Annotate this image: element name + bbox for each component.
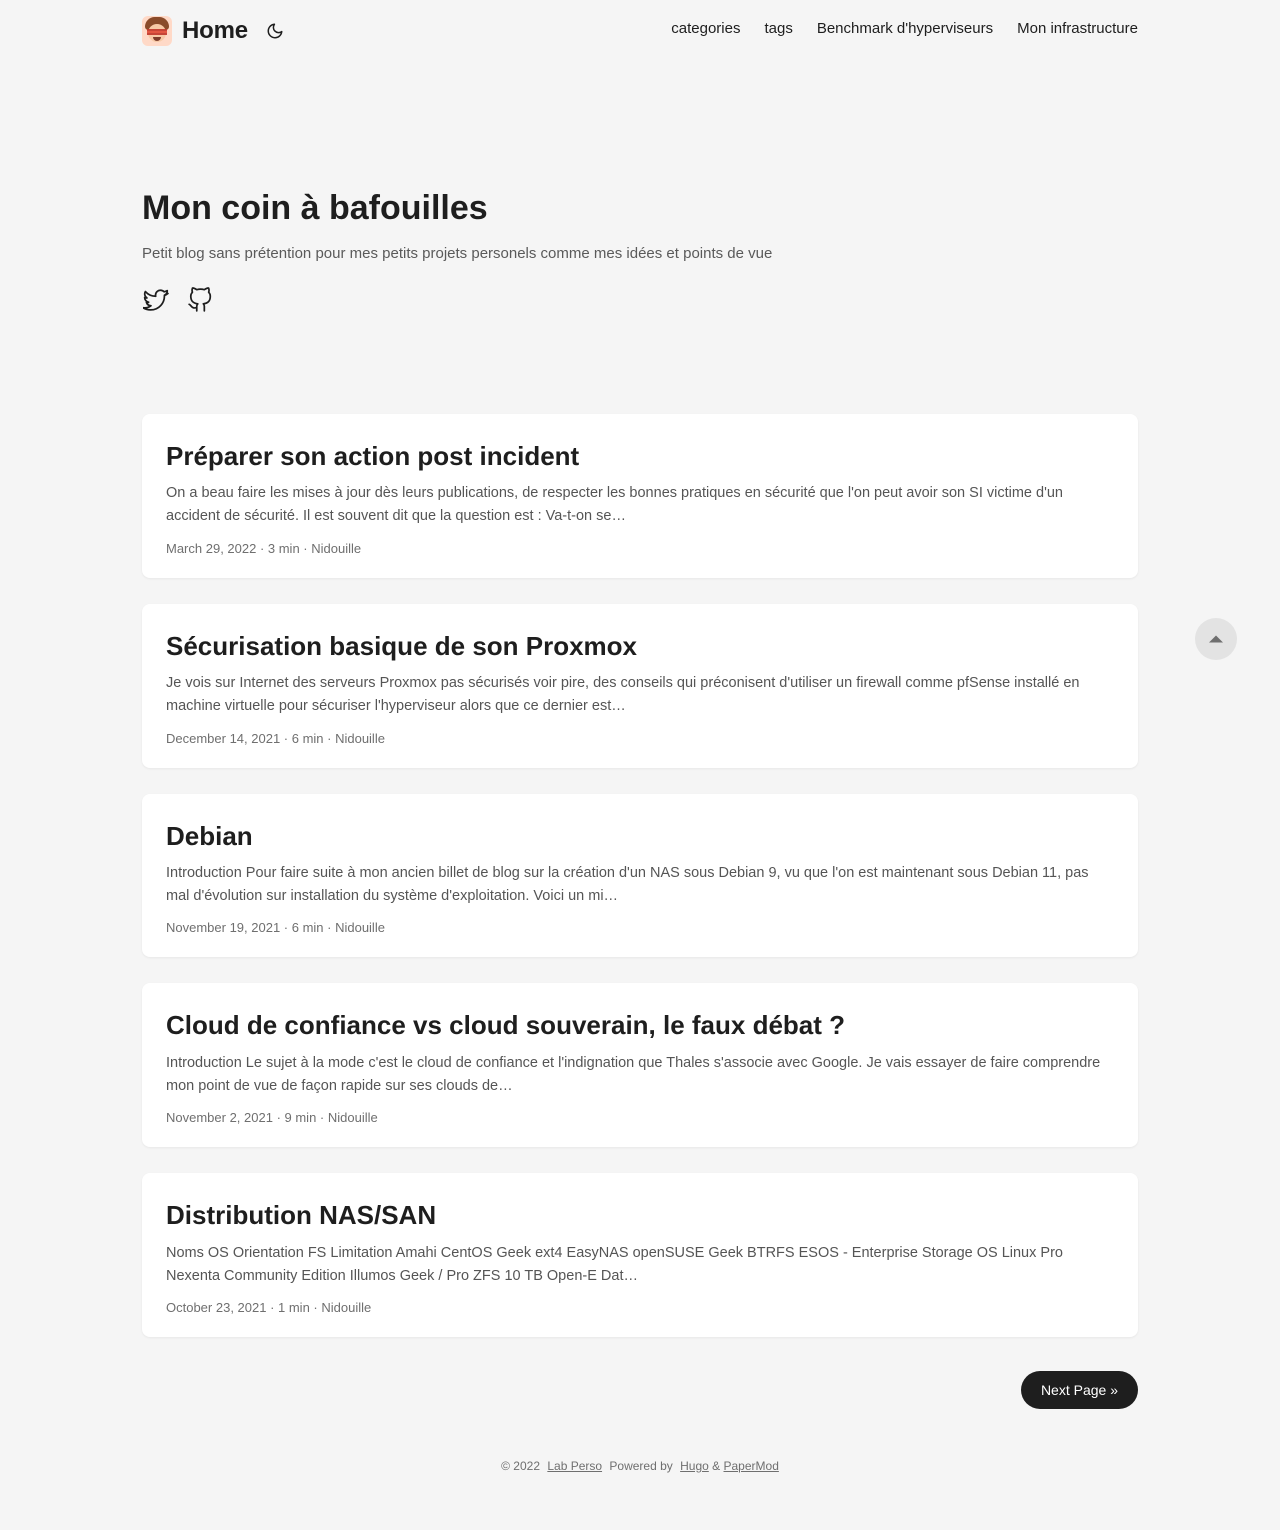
post-entry[interactable] xyxy=(142,1173,1138,1337)
post-meta: December 14, 2021 · 6 min · Nidouille xyxy=(166,730,385,746)
post-meta: November 19, 2021 · 6 min · Nidouille xyxy=(166,920,385,936)
nav-categories[interactable]: categories xyxy=(671,20,741,37)
post-title: Cloud de confiance vs cloud souverain, le faux débat ? xyxy=(166,1010,846,1041)
post-entry[interactable] xyxy=(142,414,1138,578)
arrow-up-icon[interactable] xyxy=(1195,618,1237,660)
footer-site-link[interactable]: Lab Perso xyxy=(547,1459,603,1474)
nav-benchmark-hyperviseurs[interactable]: Benchmark d'hyperviseurs xyxy=(816,20,994,37)
post-entry[interactable] xyxy=(142,794,1138,958)
post-entry[interactable] xyxy=(142,604,1138,768)
footer-ampersand: & xyxy=(712,1459,721,1474)
github-icon[interactable] xyxy=(186,286,214,314)
moon-icon[interactable] xyxy=(264,20,286,42)
footer-papermod-link[interactable]: PaperMod xyxy=(723,1459,779,1474)
profile-hero xyxy=(128,60,1152,314)
site-footer xyxy=(128,1409,1152,1497)
next-page-button[interactable]: Next Page » xyxy=(1021,1371,1138,1409)
post-title: Distribution NAS/SAN xyxy=(166,1200,437,1231)
twitter-icon[interactable] xyxy=(142,286,170,314)
main-nav xyxy=(671,12,1138,37)
post-entry[interactable] xyxy=(142,983,1138,1147)
nav-tags[interactable]: tags xyxy=(764,20,793,37)
site-header xyxy=(128,0,1152,60)
footer-copyright: © 2022 xyxy=(501,1459,540,1474)
post-title: Préparer son action post incident xyxy=(166,440,580,471)
social-icons xyxy=(142,286,1138,314)
brand xyxy=(142,12,286,46)
post-summary: Introduction Pour faire suite à mon ancien billet de blog sur la création d'un NAS sous Debian 9, vu que l'on est maintenant sous Debian 11, pas mal d'évolution sur installation du système d'exploitation. Voici un mi… xyxy=(166,865,1089,905)
post-list xyxy=(128,314,1152,1337)
nav-mon-infrastructure[interactable]: Mon infrastructure xyxy=(1017,20,1138,37)
pagination xyxy=(128,1363,1152,1409)
post-title: Debian xyxy=(166,820,253,851)
avatar-logo-icon[interactable] xyxy=(142,16,172,46)
post-meta: November 2, 2021 · 9 min · Nidouille xyxy=(166,1110,378,1126)
post-meta: October 23, 2021 · 1 min · Nidouille xyxy=(166,1300,372,1316)
post-summary: Je vois sur Internet des serveurs Proxmox pas sécurisés voir pire, des conseils qui préconisent d'utiliser un firewall comme pfSense installé en machine virtuelle pour sécuriser l'hyperviseur alors que ce dernier est… xyxy=(166,675,1080,715)
post-summary: On a beau faire les mises à jour dès leurs publications, de respecter les bonnes pratiques en sécurité que l'on peut avoir son SI victime d'un accident de sécurité. Il est souvent dit que la question est : Va-t-on se… xyxy=(166,485,1063,525)
page-title: Mon coin à bafouilles xyxy=(142,189,488,227)
post-meta: March 29, 2022 · 3 min · Nidouille xyxy=(166,540,362,556)
post-summary: Noms OS Orientation FS Limitation Amahi CentOS Geek ext4 EasyNAS openSUSE Geek BTRFS ESOS - Enterprise Storage OS Linux Pro Nexenta Community Edition Illumos Geek / Pro ZFS 10 TB Open-E Dat… xyxy=(166,1244,1063,1284)
post-title: Sécurisation basique de son Proxmox xyxy=(166,630,638,661)
footer-powered-by: Powered by xyxy=(609,1459,673,1474)
post-summary: Introduction Le sujet à la mode c'est le cloud de confiance et l'indignation que Thales s'associe avec Google. Je vais essayer de faire comprendre mon point de vue de façon rapide sur ses clouds de… xyxy=(166,1054,1101,1095)
footer-hugo-link[interactable]: Hugo xyxy=(680,1459,709,1474)
page-subtitle: Petit blog sans prétention pour mes petits projets personels comme mes idées et points de vue xyxy=(142,244,773,262)
home-link[interactable]: Home xyxy=(182,17,248,44)
